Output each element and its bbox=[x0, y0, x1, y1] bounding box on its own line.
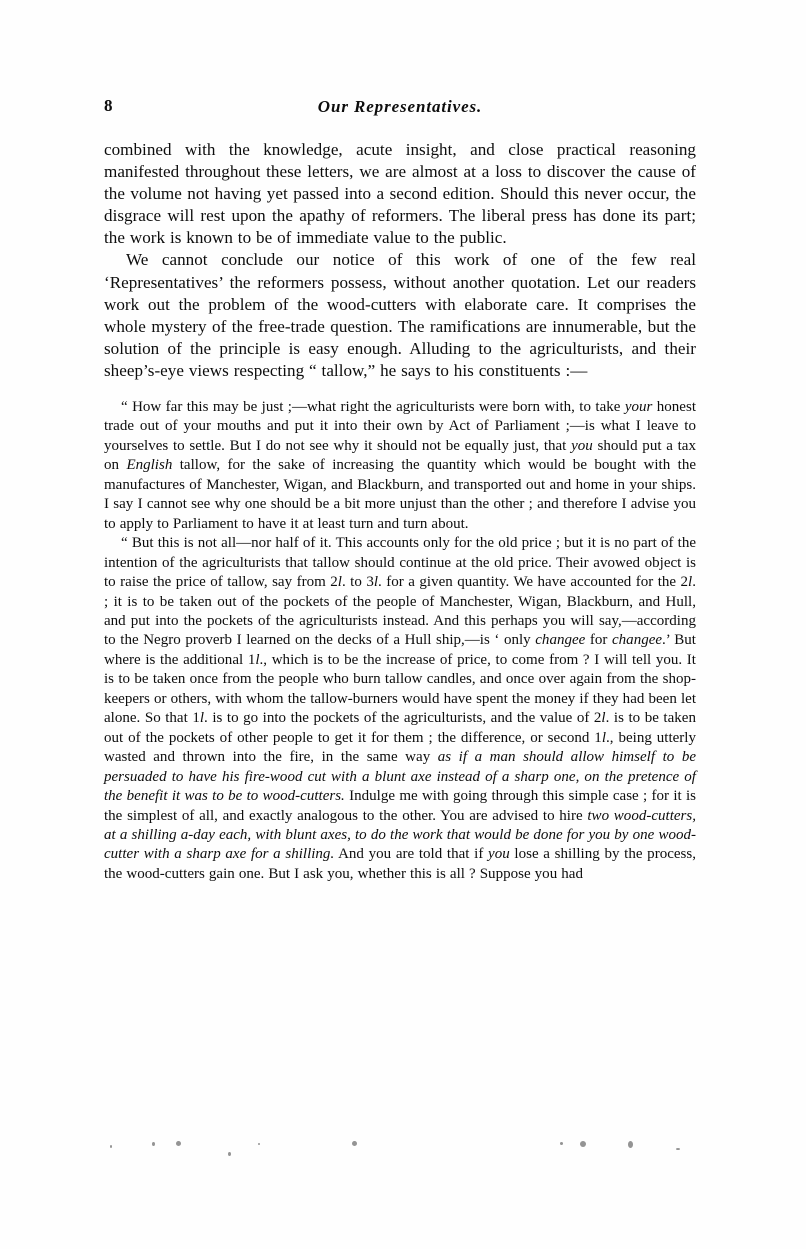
scan-speckle bbox=[152, 1142, 155, 1146]
italic-text: l bbox=[601, 710, 606, 727]
body-paragraph-1: combined with the knowledge, acute insight, and close practical reasoning manifested throughout these letters, we are almost at a loss to discover the cause of the volume not having yet passed into a second edition. Should this never occur, the disgrace will rest upon the apathy of reformers. The liberal press has done its part; the work is known to be of immediate value to the public. bbox=[104, 140, 696, 248]
italic-text: changee bbox=[612, 632, 663, 649]
scan-speckle bbox=[676, 1148, 680, 1150]
scan-speckle bbox=[228, 1152, 231, 1156]
italic-text: changee bbox=[535, 632, 586, 649]
italic-text: l bbox=[255, 651, 260, 668]
italic-text: l bbox=[688, 574, 693, 591]
italic-text: English bbox=[126, 457, 173, 474]
block-quotation bbox=[104, 398, 696, 884]
italic-text: your bbox=[624, 399, 653, 416]
italic-text: l bbox=[601, 729, 607, 746]
italic-text: l bbox=[337, 574, 342, 591]
page-title: Our Representatives. bbox=[317, 97, 483, 116]
italic-text: l bbox=[373, 574, 379, 591]
italic-text: as if a man should allow himself to be persuaded to have his fire-wood cut with a blunt axe instead of a sharp one, on the pretence of the benefit it was to be to wood-cutters. bbox=[104, 749, 696, 805]
quote-paragraph-2: “ But this is not all—nor half of it. This accounts only for the old price ; but it is no part of the intention of the agriculturists that tallow should continue at the old price. Their avowed object is to raise the price of tallow, say from 2l. to 3l. for a given quantity. We have accounted for the 2l. ; it is to be taken out of the pockets of the people of Manchester, Wigan, Blackburn, and Hull, and put into the pockets of the agriculturists instead. And this perhaps you will say,—according to the Negro proverb I learned on the decks of a Hull ship,—is ‘ only changee for changee.’ But where is the additional 1l., which is to be the increase of price, to come from ? I will tell you. It is to be taken once from the people who burn tallow candles, and once over again from the shop-keepers or others, with whom the tallow-burners would have spent the money if they had been let alone. So that 1l. is to go into the pockets of the agriculturists, and the value of 2l. is to be taken out of the pockets of other people to get it for them ; the difference, or second 1l., being utterly wasted and thrown into the fire, in the same way as if a man should allow himself to be persuaded to have his fire-wood cut with a blunt axe instead of a sharp one, on the pretence of the benefit it was to be to wood-cutters. Indulge me with going through this simple case ; for it is the simplest of all, and exactly analogous to the other. You are advised to hire two wood-cutters, at a shilling a-day each, with blunt axes, to do the work that would be done for you by one wood-cutter with a sharp axe for a shilling. And you are told that if you lose a shilling by the process, the wood-cutters gain one. But I ask you, whether this is all ? Suppose you had bbox=[104, 535, 697, 882]
scan-speckle bbox=[258, 1143, 260, 1145]
scan-speckle bbox=[580, 1141, 586, 1147]
scan-speckle bbox=[560, 1142, 563, 1145]
italic-text: l bbox=[199, 710, 205, 727]
body-paragraph-2: We cannot conclude our notice of this work of one of the few real ‘Representatives’ the reformers possess, without another quotation. Let our readers work out the problem of the wood-cutters with elaborate care. It comprises the whole mystery of the free-trade question. The ramifications are innumerable, but the solution of the principle is easy enough. Alluding to the agriculturists, and their sheep’s-eye views respecting “ tallow,” he says to his constituents :— bbox=[104, 250, 696, 380]
text-column bbox=[104, 139, 696, 884]
scan-speckle bbox=[176, 1141, 181, 1146]
italic-text: you bbox=[488, 846, 510, 863]
scan-speckle bbox=[628, 1141, 633, 1148]
page-number: 8 bbox=[104, 96, 113, 115]
scan-speckle bbox=[352, 1141, 357, 1146]
italic-text: you bbox=[571, 437, 593, 454]
quote-paragraph-1: “ How far this may be just ;—what right the agriculturists were born with, to take your honest trade out of your mouths and put it into their own by Act of Parliament ;—is what I leave to yourselves to settle. But I do not see why it should not be equally just, that you should put a tax on English tallow, for the sake of increasing the quantity which would be bought with the manufactures of Manchester, Wigan, and Blackburn, and transported out and home in your ships. I say I cannot see why one should be a bit more unjust than the other ; and therefore I advise you to apply to Parliament to have it at least turn and turn about. bbox=[104, 399, 696, 532]
running-head bbox=[104, 96, 696, 122]
italic-text: two wood-cutters, at a shilling a-day each, with blunt axes, to do the work that would be done for you by one wood-cutter with a sharp axe for a shilling. bbox=[104, 807, 696, 863]
scan-speckle bbox=[110, 1145, 112, 1148]
